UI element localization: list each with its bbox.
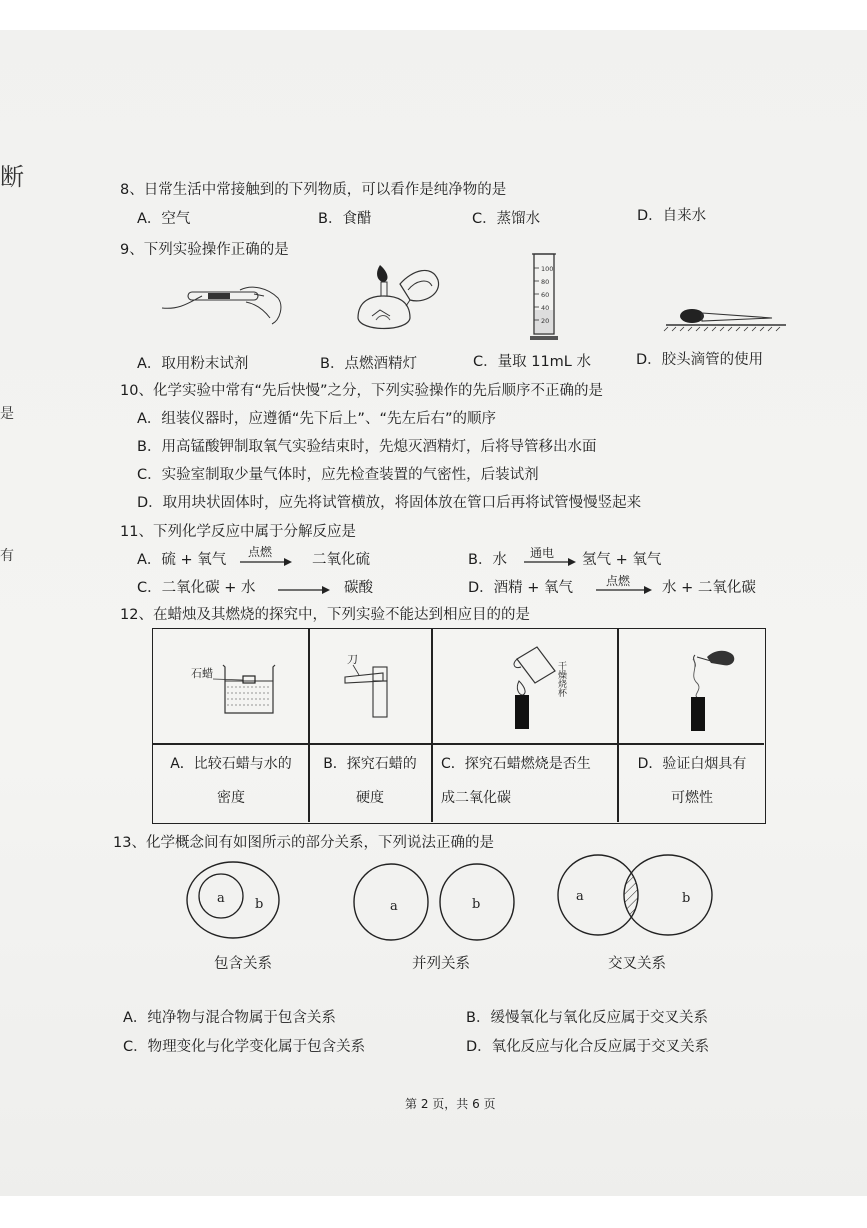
q10-option-a: A．组装仪器时，应遵循“先下后上”、“先左后右”的顺序 (137, 411, 496, 427)
q12-fig-white-smoke (653, 637, 743, 737)
q11-c-reactants: C．二氧化碳 + 水 (137, 580, 256, 596)
q11-b-products: 氢气 + 氧气 (582, 552, 662, 568)
q12-fig-wax-knife (341, 651, 401, 721)
q11-c-arrow (278, 585, 330, 595)
label-knife: 刀 (347, 653, 358, 666)
q11-d-arrow (596, 585, 652, 595)
cylinder-tick-80: 80 (541, 278, 550, 286)
inclusion-label-b: b (255, 897, 264, 912)
relation-inclusion: 包含关系 (214, 956, 272, 972)
q9-fig-powder (160, 280, 290, 330)
q11-b-condition: 通电 (530, 546, 555, 560)
label-wax: 石蜡 (191, 667, 213, 680)
q11-c-product: 碳酸 (344, 580, 373, 596)
q8-stem: 8、日常生活中常接触到的下列物质，可以看作是纯净物的是 (120, 182, 507, 198)
top-margin (0, 0, 867, 30)
q10-option-d: D．取用块状固体时，应先将试管横放，将固体放在管口后再将试管慢慢竖起来 (137, 495, 642, 511)
q9-fig-cylinder (528, 250, 560, 342)
q12-table (152, 628, 766, 824)
q10-stem: 10、化学实验中常有“先后快慢”之分，下列实验操作的先后顺序不正确的是 (120, 383, 603, 399)
q12-divider-2 (431, 629, 433, 822)
q11-b-arrow (524, 557, 576, 567)
q12-caption-b-line1: B．探究石蜡的 (323, 756, 417, 772)
q12-caption-d-line1: D．验证白烟具有 (637, 756, 747, 772)
q9-option-a: A．取用粉末试剂 (137, 356, 249, 372)
q10-option-b: B．用高锰酸钾制取氧气实验结束时，先熄灭酒精灯，后将导管移出水面 (137, 439, 597, 455)
bottom-margin (0, 1196, 867, 1228)
margin-char-1: 断 (0, 163, 24, 191)
q9-stem: 9、下列实验操作正确的是 (120, 242, 289, 258)
margin-char-2: 是 (0, 406, 14, 422)
intersection-label-b: b (682, 891, 691, 906)
cylinder-tick-20: 20 (541, 317, 550, 325)
q12-stem: 12、在蜡烛及其燃烧的探究中，下列实验不能达到相应目的的是 (120, 607, 530, 623)
q13-option-a: A．纯净物与混合物属于包含关系 (123, 1010, 336, 1026)
q9-option-b: B．点燃酒精灯 (320, 356, 417, 372)
q10-option-c: C．实验室制取少量气体时，应先检查装置的气密性，后装试剂 (137, 467, 539, 483)
intersection-label-a: a (576, 889, 584, 904)
q13-stem: 13、化学概念间有如图所示的部分关系，下列说法正确的是 (113, 835, 494, 851)
q12-caption-b-line2: 硬度 (356, 790, 384, 806)
q11-a-reactants: A．硫 + 氧气 (137, 552, 227, 568)
q12-caption-c-line1: C．探究石蜡燃烧是否生 (441, 756, 591, 772)
q12-fig-wax-water (191, 657, 281, 717)
q11-a-condition: 点燃 (248, 545, 273, 559)
inclusion-label-a: a (217, 891, 225, 906)
q12-row-divider (153, 743, 764, 745)
q12-caption-c-line2: 成二氧化碳 (441, 790, 511, 806)
parallel-label-a: a (390, 899, 398, 914)
q13-fig-inclusion (183, 860, 283, 942)
q11-a-arrow (240, 557, 292, 567)
q11-d-products: 水 + 二氧化碳 (662, 580, 756, 596)
q8-option-a: A．空气 (137, 211, 191, 227)
relation-intersection: 交叉关系 (608, 956, 666, 972)
q12-caption-a-line2: 密度 (217, 790, 245, 806)
q11-stem: 11、下列化学反应中属于分解反应是 (120, 524, 356, 540)
cylinder-tick-40: 40 (541, 304, 550, 312)
q11-d-condition: 点燃 (606, 574, 631, 588)
q12-caption-d-line2: 可燃性 (671, 790, 713, 806)
q9-fig-dropper (664, 305, 789, 331)
q13-option-c: C．物理变化与化学变化属于包含关系 (123, 1039, 366, 1055)
q8-option-c: C．蒸馏水 (472, 211, 541, 227)
q11-b-reactants: B．水 (468, 552, 507, 568)
cylinder-tick-60: 60 (541, 291, 550, 299)
q12-caption-a-line1: A．比较石蜡与水的 (170, 756, 292, 772)
q9-option-c: C．量取 11mL 水 (473, 354, 591, 370)
q8-option-d: D．自来水 (637, 208, 707, 224)
parallel-label-b: b (472, 897, 481, 912)
q13-fig-parallel (352, 862, 524, 944)
q9-fig-alcohol-lamp (350, 260, 445, 340)
q11-a-product: 二氧化硫 (312, 552, 370, 568)
cylinder-tick-100: 100 (541, 265, 554, 273)
q9-option-d: D．胶头滴管的使用 (636, 352, 764, 368)
page-footer: 第 2 页，共 6 页 (405, 1097, 496, 1111)
q13-option-b: B．缓慢氧化与氧化反应属于交叉关系 (466, 1010, 708, 1026)
margin-char-3: 有 (0, 548, 14, 564)
q12-fig-dry-beaker (493, 637, 573, 737)
relation-parallel: 并列关系 (412, 956, 470, 972)
q13-fig-intersection (556, 852, 716, 942)
q11-d-reactants: D．酒精 + 氧气 (468, 580, 574, 596)
label-dry-beaker: 干燥烧杯 (556, 661, 566, 697)
q8-option-b: B．食醋 (318, 211, 372, 227)
q13-option-d: D．氧化反应与化合反应属于交叉关系 (466, 1039, 710, 1055)
